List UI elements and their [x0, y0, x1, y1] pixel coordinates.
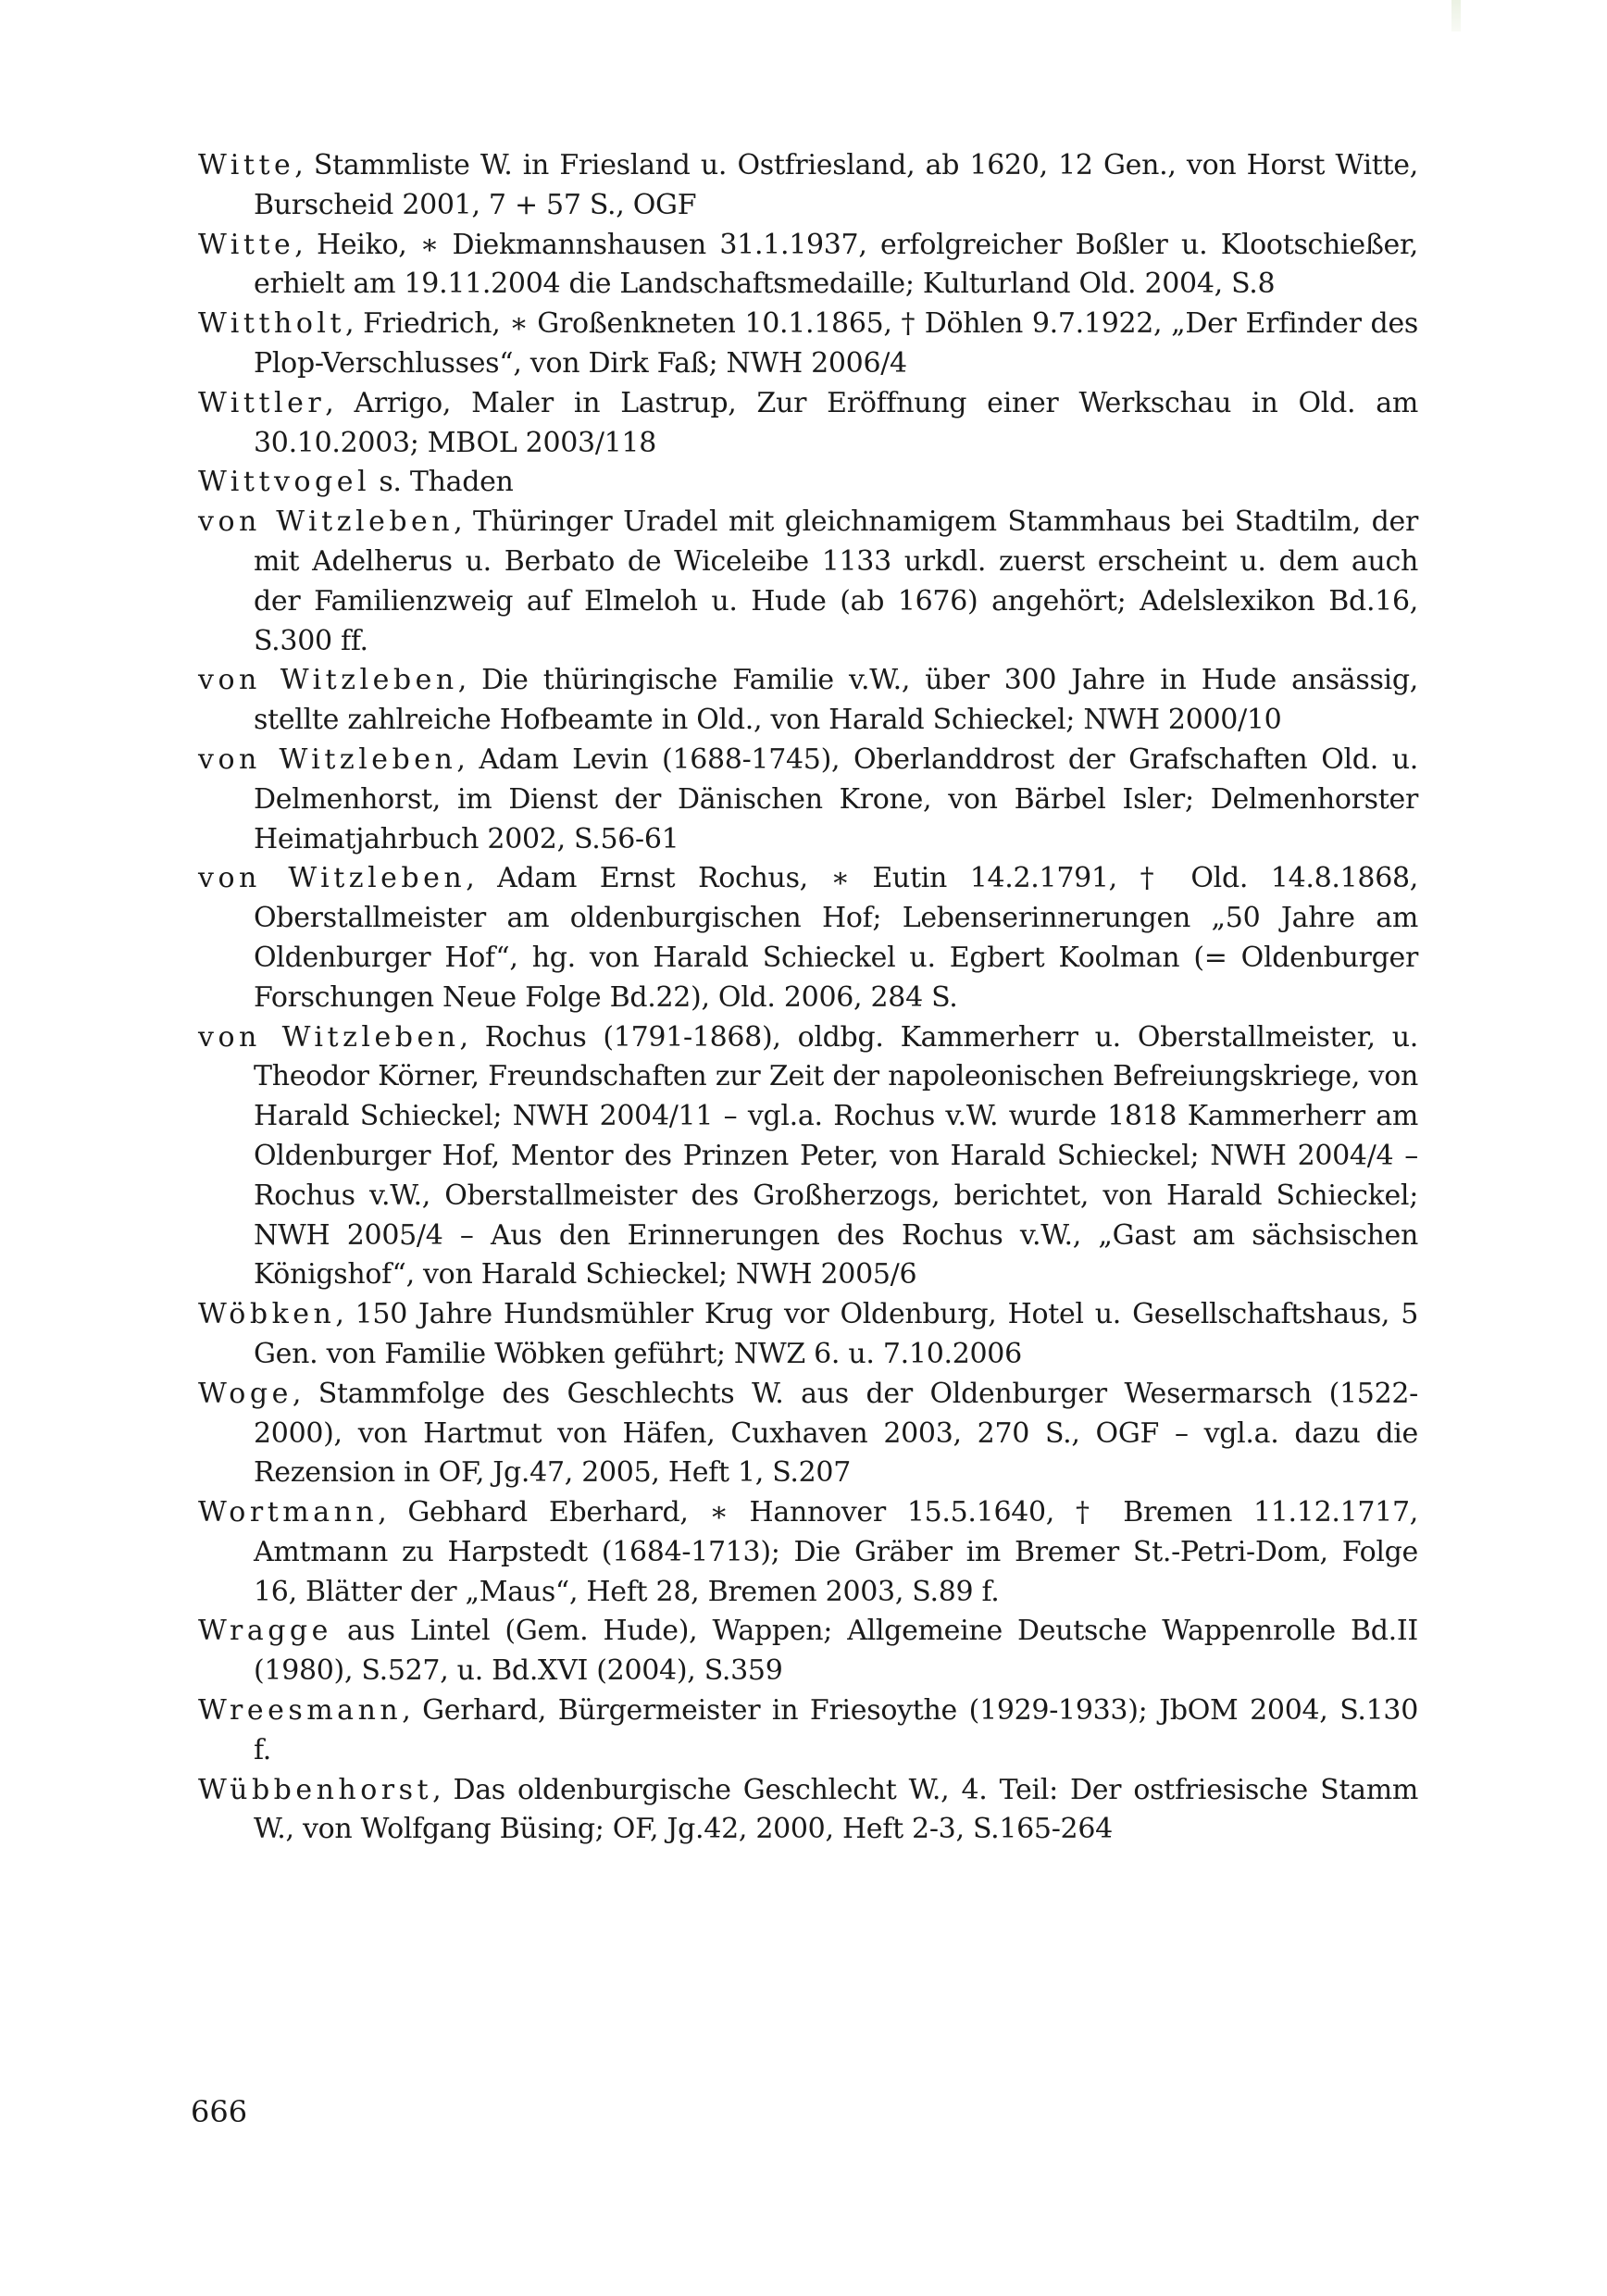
entry-headword: Witzleben [276, 505, 455, 539]
entry-headword: Witzleben [280, 664, 458, 697]
index-entry [198, 741, 1418, 859]
index-entry [198, 1771, 1418, 1851]
entry-prefix: von [198, 1020, 282, 1054]
entry-text: s. Thaden [370, 466, 514, 499]
entry-headword: Wortmann [198, 1496, 379, 1529]
entry-headword: Wittholt [198, 307, 346, 341]
entry-text: , Heiko, ∗ Diekmannshausen 31.1.1937, erfolgreicher Boßler u. Klootschießer, erhielt am 19.11.2004 die Landschaftsmedaille; Kulturland Old. 2004, S.8 [254, 228, 1418, 301]
entry-headword: Witzleben [288, 862, 467, 895]
entry-headword: Wreesmann [198, 1694, 403, 1728]
entry-text: , Stammliste W. in Friesland u. Ostfriesland, ab 1620, 12 Gen., von Horst Witte, Burscheid 2001, 7 + 57 S., OGF [254, 149, 1418, 221]
entry-text: , Rochus (1791-1868), oldbg. Kammerherr u. Oberstallmeister, u. Theodor Körner, Freundschaften zur Zeit der napoleonischen Befreiungskriege, von Harald Schieckel; NWH 2004/11 – vgl.a. Rochus v.W. wurde 1818 Kammerherr am Oldenburger Hof, Mentor des Prinzen Peter, von Harald Schieckel; NWH 2004/4 – Rochus v.W., Oberstallmeister des Großherzogs, berichtet, von Harald Schieckel; NWH 2005/4 – Aus den Erinnerungen des Rochus v.W., „Gast am sächsischen Königshof“, von Harald Schieckel; NWH 2005/6 [254, 1020, 1418, 1292]
index-entry [198, 661, 1418, 741]
entry-text: , Die thüringische Familie v.W., über 300 Jahre in Hude ansässig, stellte zahlreiche Hofbeamte in Old., von Harald Schieckel; NWH 2000/10 [254, 664, 1418, 737]
entry-text: aus Lintel (Gem. Hude), Wappen; Allgemeine Deutsche Wappenrolle Bd.II (1980), S.527, u. Bd.XVI (2004), S.359 [254, 1615, 1418, 1688]
entry-text: , Adam Ernst Rochus, ∗ Eutin 14.2.1791, † Old. 14.8.1868, Oberstallmeister am oldenburgischen Hof; Lebenserinnerungen „50 Jahre am Oldenburger Hof“, hg. von Harald Schieckel u. Egbert Koolman (= Oldenburger Forschungen Neue Folge Bd.22), Old. 2006, 284 S. [254, 862, 1418, 1014]
entry-headword: Wöbken [198, 1298, 336, 1331]
index-entry [198, 1691, 1418, 1771]
index-entry [198, 1375, 1418, 1493]
entry-text: , Das oldenburgische Geschlecht W., 4. Teil: Der ostfriesische Stamm W., von Wolfgang Büsing; OF, Jg.42, 2000, Heft 2-3, S.165-264 [254, 1773, 1418, 1846]
entry-headword: Wittler [198, 386, 326, 419]
entry-text: , Stammfolge des Geschlechts W. aus der Oldenburger Wesermarsch (1522-2000), von Hartmut von Häfen, Cuxhaven 2003, 270 S., OGF – vgl.a. dazu die Rezension in OF, Jg.47, 2005, Heft 1, S.207 [254, 1377, 1418, 1490]
index-entry [198, 384, 1418, 464]
entry-headword: Wübbenhorst [198, 1773, 433, 1806]
entry-text: , Friedrich, ∗ Großenkneten 10.1.1865, † Döhlen 9.7.1922, „Der Erfinder des Plop-Verschlusses“, von Dirk Faß; NWH 2006/4 [254, 307, 1418, 380]
entry-text: , 150 Jahre Hundsmühler Krug vor Oldenburg, Hotel u. Gesellschaftshaus, 5 Gen. von Familie Wöbken geführt; NWZ 6. u. 7.10.2006 [254, 1298, 1418, 1370]
index-entry [198, 1612, 1418, 1691]
entry-headword: Wittvogel [198, 466, 371, 499]
entry-prefix: von [198, 742, 280, 776]
scan-artifact [1451, 0, 1461, 31]
index-entry [198, 1493, 1418, 1612]
index-entry [198, 226, 1418, 306]
index-entry [198, 503, 1418, 661]
entry-headword: Witte [198, 228, 295, 261]
entry-text: , Gerhard, Bürgermeister in Friesoythe (1929-1933); JbOM 2004, S.130 f. [254, 1694, 1418, 1766]
entry-text: , Gebhard Eberhard, ∗ Hannover 15.5.1640, † Bremen 11.12.1717, Amtmann zu Harpstedt (1684-1713); Die Gräber im Bremer St.-Petri-Dom, Folge 16, Blätter der „Maus“, Heft 28, Bremen 2003, S.89 f. [254, 1496, 1418, 1608]
entry-headword: Witzleben [279, 742, 457, 776]
index-entry [198, 463, 1418, 503]
index-entry [198, 859, 1418, 1017]
entry-headword: Witzleben [281, 1020, 460, 1054]
entry-headword: Witte [198, 149, 295, 181]
entry-text: , Adam Levin (1688-1745), Oberlanddrost der Grafschaften Old. u. Delmenhorst, im Dienst der Dänischen Krone, von Bärbel Isler; Delmenhorster Heimatjahrbuch 2002, S.56-61 [254, 742, 1418, 855]
index-entry [198, 305, 1418, 384]
index-entry [198, 146, 1418, 226]
index-page [198, 146, 1418, 1850]
page-number: 666 [191, 2094, 248, 2129]
entry-prefix: von [198, 505, 277, 539]
entry-headword: Wragge [198, 1615, 332, 1648]
entry-text: , Thüringer Uradel mit gleichnamigem Stammhaus bei Stadtilm, der mit Adelherus u. Berbato de Wiceleibe 1133 urkdl. zuerst erscheint u. dem auch der Familienzweig auf Elmeloh u. Hude (ab 1676) angehört; Adelslexikon Bd.16, S.300 ff. [254, 505, 1418, 657]
entry-prefix: von [198, 664, 280, 697]
index-entry [198, 1295, 1418, 1375]
entry-text: , Arrigo, Maler in Lastrup, Zur Eröffnung einer Werkschau in Old. am 30.10.2003; MBOL 2003/118 [254, 386, 1418, 459]
entry-prefix: von [198, 862, 289, 895]
index-entry [198, 1018, 1418, 1296]
entry-headword: Woge [198, 1377, 293, 1410]
